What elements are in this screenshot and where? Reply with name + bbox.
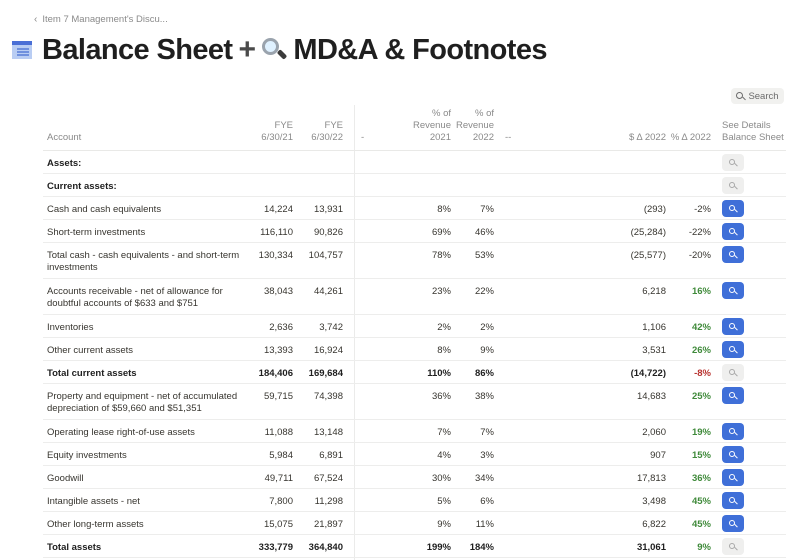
account-cell: Assets: [47,158,82,169]
account-cell: Current assets: [47,181,117,192]
search-icon [729,369,737,377]
dollar-change-cell: (25,284) [630,227,666,238]
fye-2022-cell: 13,148 [313,427,343,438]
fye-2021-cell: 184,406 [258,368,293,379]
pct-change-cell: -8% [694,368,711,379]
pct-change-cell: 45% [691,519,711,530]
account-cell: Equity investments [47,450,127,461]
pct-revenue-2022-cell: 2% [480,322,494,333]
dollar-change-cell: 3,531 [642,345,666,356]
see-details-button[interactable] [722,200,744,217]
fye-2021-cell: 116,110 [260,227,293,238]
pct-revenue-2022-cell: 6% [480,496,494,507]
see-details-button[interactable] [722,446,744,463]
account-cell: Short-term investments [47,227,146,238]
see-details-button[interactable] [722,282,744,299]
col-header-fye-2022[interactable]: FYE 6/30/22 [311,120,343,143]
pct-revenue-2021-cell: 2% [437,322,451,333]
magnifying-glass-icon [261,37,287,63]
dollar-change-cell: (25,577) [630,250,666,261]
search-icon [729,228,737,236]
pct-change-cell: 42% [691,322,711,333]
col-header-pct-revenue-2021[interactable]: % of Revenue 2021 [412,108,451,143]
pct-revenue-2022-cell: 34% [474,473,494,484]
fye-2022-cell: 21,897 [313,519,343,530]
fye-2021-cell: 49,711 [264,473,293,484]
search-icon [729,543,737,551]
see-details-button[interactable] [722,341,744,358]
fye-2022-cell: 16,924 [313,345,343,356]
account-cell: Cash and cash equivalents [47,204,162,215]
col-header-pct-change[interactable]: % Δ 2022 [670,132,711,143]
pct-revenue-2022-cell: 53% [474,250,494,261]
pct-revenue-2021-cell: 8% [437,204,451,215]
search-icon [736,92,745,101]
pct-revenue-2021-cell: 199% [426,542,451,553]
title-part2: MD&A & Footnotes [293,33,547,66]
pct-revenue-2021-cell: 4% [437,450,451,461]
table-row [43,489,786,512]
table-row [43,420,786,443]
pct-revenue-2022-cell: 86% [474,368,494,379]
pct-revenue-2021-cell: 9% [437,519,451,530]
dollar-change-cell: 14,683 [636,391,666,402]
dollar-change-cell: 17,813 [636,473,666,484]
dollar-change-cell: (14,722) [630,368,666,379]
dollar-change-cell: 2,060 [642,427,666,438]
pct-change-cell: 25% [691,391,711,402]
fye-2021-cell: 13,393 [263,345,293,356]
pct-revenue-2021-cell: 110% [427,368,451,379]
pct-revenue-2021-cell: 78% [431,250,451,261]
fye-2021-cell: 59,715 [263,391,293,402]
fye-2022-cell: 6,891 [319,450,343,461]
fye-2021-cell: 5,984 [269,450,293,461]
see-details-button[interactable] [722,492,744,509]
fye-2021-cell: 11,088 [264,427,293,438]
fye-2022-cell: 13,931 [313,204,343,215]
fye-2021-cell: 2,636 [269,322,293,333]
account-cell: Total assets [47,542,102,553]
fye-2022-cell: 3,742 [319,322,343,333]
fye-2022-cell: 169,684 [308,368,343,379]
col-header-details[interactable]: See Details Balance Sheet [722,120,784,143]
dollar-change-cell: (293) [643,204,666,215]
see-details-button[interactable] [722,246,744,263]
table-row [43,338,786,361]
account-cell: Goodwill [47,473,84,484]
col-header-pct-revenue-2022[interactable]: % of Revenue 2022 [455,108,494,143]
pct-revenue-2022-cell: 9% [480,345,494,356]
fye-2022-cell: 104,757 [308,250,343,261]
breadcrumb-link[interactable]: Item 7 Management's Discu... [42,14,168,25]
pct-change-cell: 36% [691,473,711,484]
pct-revenue-2022-cell: 184% [469,542,494,553]
table-row [43,197,786,220]
table-row [43,535,786,558]
pct-change-cell: 45% [691,496,711,507]
pct-revenue-2021-cell: 36% [431,391,451,402]
fye-2021-cell: 7,800 [269,496,293,507]
see-details-button[interactable] [722,177,744,194]
table-row [43,243,786,279]
balance-sheet-table [43,105,786,558]
account-cell: Total cash - cash equivalents - and short-term investments [47,250,240,273]
col-header-spacer-2[interactable]: -- [505,132,512,143]
fye-2022-cell: 90,826 [313,227,343,238]
search-icon [729,287,737,295]
search-icon [729,251,737,259]
dollar-change-cell: 6,822 [642,519,666,530]
table-row [43,315,786,338]
dollar-change-cell: 31,061 [636,542,666,553]
fye-2022-cell: 11,298 [314,496,343,507]
account-cell: Intangible assets - net [47,496,140,507]
see-details-button[interactable] [722,515,744,532]
page-title [12,32,547,68]
fye-2022-cell: 44,261 [313,286,343,297]
search-icon [729,474,737,482]
see-details-button[interactable] [722,423,744,440]
pct-revenue-2021-cell: 23% [431,286,451,297]
fye-2022-cell: 74,398 [313,391,343,402]
see-details-button[interactable] [722,538,744,555]
account-cell: Inventories [47,322,94,333]
table-row [43,220,786,243]
pct-change-cell: 9% [697,542,711,553]
account-cell: Other long-term assets [47,519,144,530]
search-icon [729,323,737,331]
pct-revenue-2022-cell: 11% [475,519,494,530]
plus-icon: + [238,33,256,66]
search-icon [729,205,737,213]
search-icon [729,182,737,190]
see-details-button[interactable] [722,364,744,381]
pct-revenue-2022-cell: 7% [480,204,494,215]
fye-2021-cell: 14,224 [263,204,293,215]
table-header [43,105,786,151]
pct-revenue-2022-cell: 7% [480,427,494,438]
account-cell: Property and equipment - net of accumulated depreciation of $59,660 and $51,351 [47,391,238,414]
fye-2021-cell: 333,779 [258,542,293,553]
fye-2022-cell: 364,840 [308,542,343,553]
account-cell: Accounts receivable - net of allowance for doubtful accounts of $633 and $751 [47,286,223,309]
pct-revenue-2021-cell: 30% [431,473,451,484]
table-icon [12,41,32,59]
table-row [43,361,786,384]
fye-2021-cell: 130,334 [258,250,293,261]
account-cell: Total current assets [47,368,137,379]
pct-change-cell: -20% [688,250,711,261]
see-details-button[interactable] [722,223,744,240]
pct-revenue-2022-cell: 46% [474,227,494,238]
pct-change-cell: -22% [688,227,711,238]
col-header-account[interactable]: Account [47,132,82,143]
search-icon [729,497,737,505]
pct-revenue-2021-cell: 8% [437,345,451,356]
pct-revenue-2021-cell: 5% [437,496,451,507]
account-cell: Operating lease right-of-use assets [47,427,195,438]
pct-change-cell: -2% [694,204,711,215]
search-icon [729,346,737,354]
table-row [43,443,786,466]
search-button[interactable] [731,88,784,104]
dollar-change-cell: 1,106 [642,322,666,333]
table-row [43,174,786,197]
fye-2022-cell: 67,524 [313,473,343,484]
search-icon [729,428,737,436]
search-icon [729,451,737,459]
fye-2021-cell: 15,075 [263,519,293,530]
account-cell: Other current assets [47,345,134,356]
see-details-button[interactable] [722,154,744,171]
pct-change-cell: 16% [691,286,711,297]
table-row [43,384,786,420]
chevron-left-icon: ‹ [34,14,38,25]
see-details-button[interactable] [722,318,744,335]
search-icon [729,392,737,400]
col-header-fye-2021[interactable]: FYE 6/30/21 [261,120,293,143]
table-row [43,512,786,535]
search-icon [729,520,737,528]
search-label: Search [748,90,779,102]
pct-revenue-2022-cell: 38% [474,391,494,402]
dollar-change-cell: 907 [650,450,666,461]
col-header-spacer[interactable]: - [361,132,365,143]
dollar-change-cell: 3,498 [642,496,666,507]
dollar-change-cell: 6,218 [642,286,666,297]
pct-revenue-2022-cell: 22% [474,286,494,297]
pct-revenue-2021-cell: 7% [437,427,451,438]
breadcrumb[interactable] [34,14,168,25]
search-icon [729,159,737,167]
pct-change-cell: 15% [691,450,711,461]
pct-change-cell: 19% [691,427,711,438]
pct-change-cell: 26% [691,345,711,356]
pct-revenue-2022-cell: 3% [480,450,494,461]
table-row [43,466,786,489]
col-header-dollar-change[interactable]: $ Δ 2022 [629,132,666,143]
see-details-button[interactable] [722,469,744,486]
title-part1: Balance Sheet [42,33,233,66]
table-row [43,279,786,315]
see-details-button[interactable] [722,387,744,404]
fye-2021-cell: 38,043 [263,286,293,297]
pct-revenue-2021-cell: 69% [431,227,451,238]
table-row [43,151,786,174]
